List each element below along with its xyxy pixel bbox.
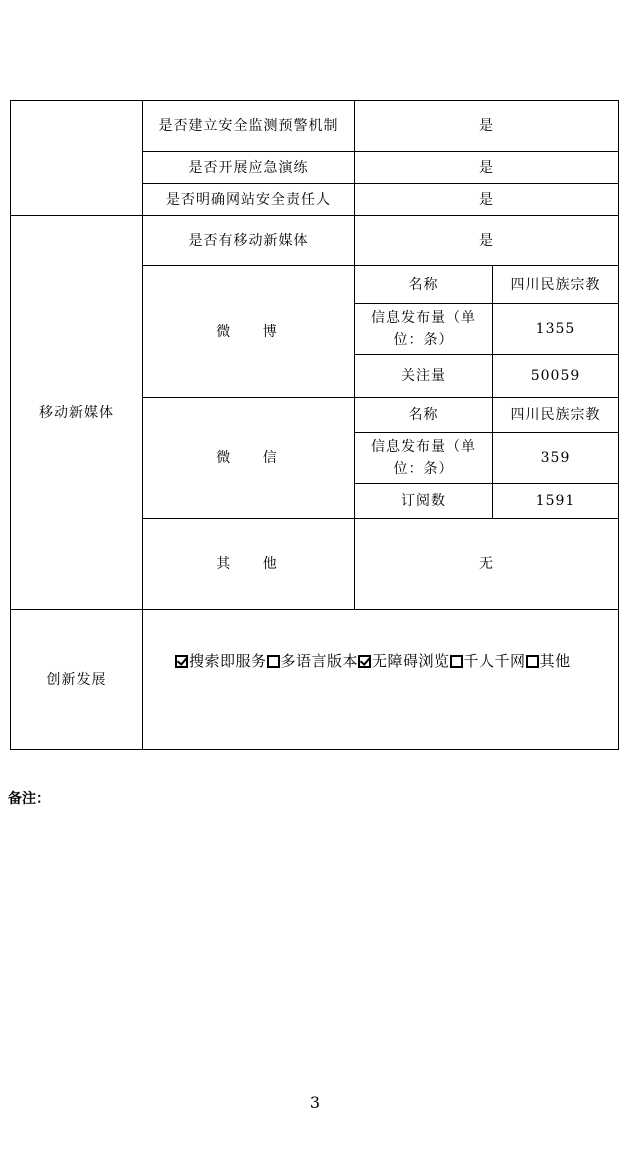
wechat-posts-label: 信息发布量（单位：条） xyxy=(355,433,493,484)
weibo-posts-value: 1355 xyxy=(493,304,619,355)
weibo-name-value: 四川民族宗教 xyxy=(493,266,619,304)
innovation-options xyxy=(143,610,619,750)
innovation-option-search[interactable]: 搜索即服务 xyxy=(175,650,267,672)
unchecked-box-icon[interactable] xyxy=(450,655,463,668)
wechat-subs-label: 订阅数 xyxy=(355,484,493,519)
has-mobile-media-value: 是 xyxy=(355,216,619,266)
security-row-label: 是否开展应急演练 xyxy=(143,152,355,184)
unchecked-box-icon[interactable] xyxy=(267,655,280,668)
innovation-option-accessibility[interactable]: 无障碍浏览 xyxy=(358,650,450,672)
page-number: 3 xyxy=(309,1093,321,1112)
checked-box-icon[interactable] xyxy=(358,655,371,668)
wechat-posts-value: 359 xyxy=(493,433,619,484)
checked-box-icon[interactable] xyxy=(175,655,188,668)
wechat-label: 微 信 xyxy=(143,398,355,519)
has-mobile-media-label: 是否有移动新媒体 xyxy=(143,216,355,266)
innovation-option-personalized[interactable]: 千人千网 xyxy=(450,650,526,672)
weibo-posts-label: 信息发布量（单位：条） xyxy=(355,304,493,355)
innovation-option-other[interactable]: 其他 xyxy=(526,650,571,672)
mobile-media-section-label: 移动新媒体 xyxy=(11,216,143,610)
security-row-value: 是 xyxy=(355,152,619,184)
unchecked-box-icon[interactable] xyxy=(526,655,539,668)
wechat-name-value: 四川民族宗教 xyxy=(493,398,619,433)
security-row-label: 是否明确网站安全责任人 xyxy=(143,184,355,216)
weibo-name-label: 名称 xyxy=(355,266,493,304)
other-media-value: 无 xyxy=(355,519,619,610)
innovation-option-multilingual[interactable]: 多语言版本 xyxy=(267,650,359,672)
security-row-value: 是 xyxy=(355,101,619,152)
blank-section-cell xyxy=(11,101,143,216)
note-label: 备注： xyxy=(8,791,50,807)
other-media-label: 其 他 xyxy=(143,519,355,610)
security-row-value: 是 xyxy=(355,184,619,216)
weibo-followers-value: 50059 xyxy=(493,355,619,398)
wechat-subs-value: 1591 xyxy=(493,484,619,519)
security-row-label: 是否建立安全监测预警机制 xyxy=(143,101,355,152)
wechat-name-label: 名称 xyxy=(355,398,493,433)
site-report-table xyxy=(10,100,619,750)
innovation-section-label: 创新发展 xyxy=(11,610,143,750)
weibo-followers-label: 关注量 xyxy=(355,355,493,398)
weibo-label: 微 博 xyxy=(143,266,355,398)
